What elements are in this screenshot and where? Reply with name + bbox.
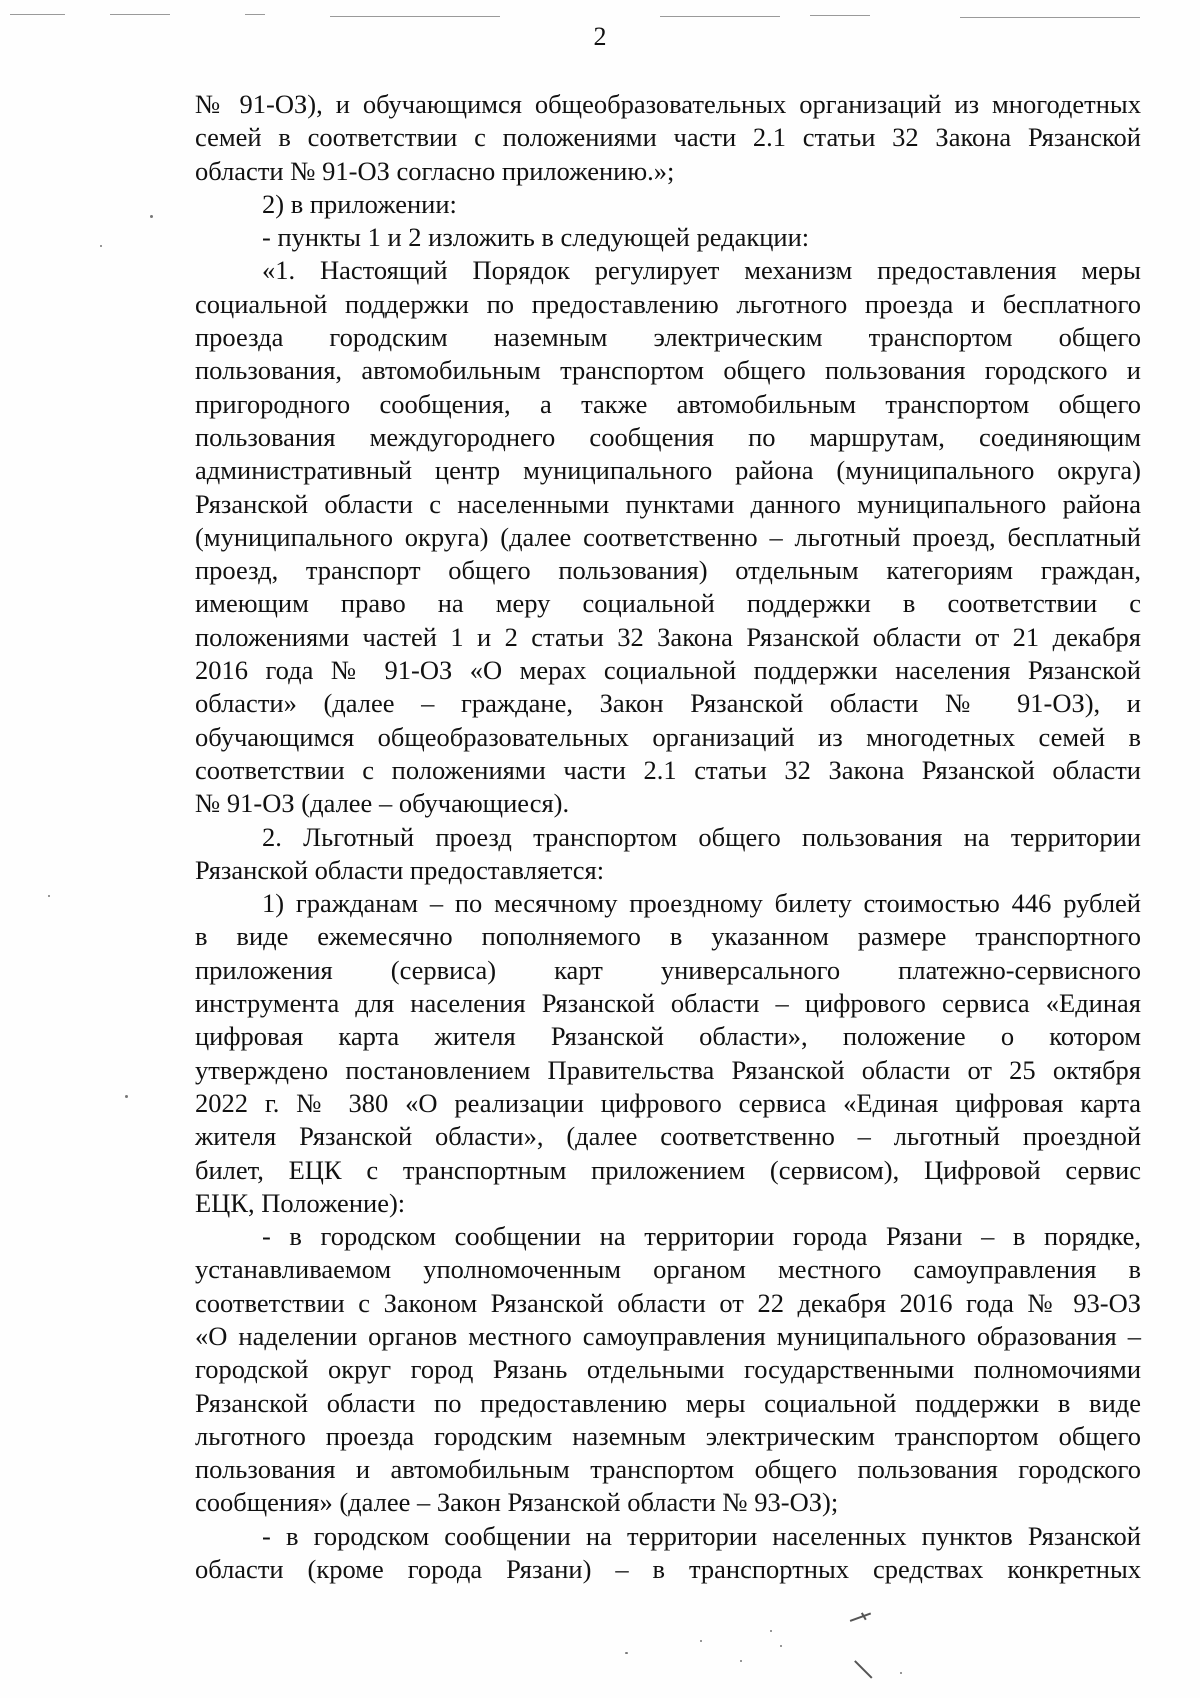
scan-stroke	[854, 1660, 872, 1678]
text-line: пользования и автомобильным транспортом общего пользования городского	[195, 1454, 1141, 1485]
scan-speck	[150, 215, 153, 218]
paragraph	[195, 1220, 1141, 1520]
text-line: цифровая карта жителя Рязанской области», положение о котором	[195, 1021, 1141, 1052]
paragraph	[195, 887, 1141, 1220]
page-number: 2	[593, 22, 607, 51]
text-line: (муниципального округа) (далее соответственно – льготный проезд, бесплатный	[195, 521, 1141, 552]
scan-speck	[625, 1652, 628, 1654]
text-line: области № 91-ОЗ согласно приложению.»;	[195, 155, 675, 186]
text-line: ЕЦК, Положение):	[195, 1187, 406, 1218]
text-line: сообщения» (далее – Закон Рязанской области № 93-ОЗ);	[195, 1487, 839, 1518]
scan-speck	[48, 895, 50, 897]
paragraph	[195, 88, 1141, 188]
text-line: области (кроме города Рязани) – в транспортных средствах конкретных	[195, 1554, 1141, 1585]
text-line: Рязанской области по предоставлению меры социальной поддержки в виде	[195, 1387, 1141, 1418]
paragraph	[195, 221, 1141, 254]
scan-speck	[780, 1645, 782, 1647]
text-line: № 91-ОЗ (далее – обучающиеся).	[195, 788, 570, 819]
scan-stroke	[850, 1613, 871, 1622]
text-line: 2) в приложении:	[262, 188, 457, 219]
text-line: обучающимся общеобразовательных организаций из многодетных семей в	[195, 721, 1141, 752]
text-line: имеющим право на меру социальной поддержки в соответствии с	[195, 588, 1141, 619]
text-line: в виде ежемесячно пополняемого в указанном размере транспортного	[195, 921, 1141, 952]
text-line: приложения (сервиса) карт универсального платежно-сервисного	[195, 954, 1141, 985]
text-line: утверждено постановлением Правительства Рязанской области от 25 октября	[195, 1054, 1141, 1085]
text-line: жителя Рязанской области», (далее соответственно – льготный проездной	[195, 1121, 1141, 1152]
text-line: 1) гражданам – по месячному проездному билету стоимостью 446 рублей	[262, 888, 1141, 919]
scan-speck	[125, 1095, 128, 1098]
text-line: - в городском сообщении на территории города Рязани – в порядке,	[262, 1221, 1141, 1252]
text-line: «О наделении органов местного самоуправления муниципального образования –	[195, 1320, 1141, 1351]
text-line: соответствии с положениями части 2.1 статьи 32 Закона Рязанской области	[195, 754, 1141, 785]
scan-speck	[900, 1672, 902, 1674]
text-line: положениями частей 1 и 2 статьи 32 Закона Рязанской области от 21 декабря	[195, 621, 1141, 652]
text-line: инструмента для населения Рязанской области – цифрового сервиса «Единая	[195, 988, 1141, 1019]
text-line: области» (далее – граждане, Закон Рязанской области № 91-ОЗ), и	[195, 688, 1141, 719]
scan-speck	[100, 245, 102, 247]
text-line: проезд, транспорт общего пользования) отдельным категориям граждан,	[195, 555, 1141, 586]
text-line: 2. Льготный проезд транспортом общего пользования на территории	[262, 821, 1141, 852]
scan-speck	[700, 1640, 702, 1642]
text-line: билет, ЕЦК с транспортным приложением (сервисом), Цифровой сервис	[195, 1154, 1141, 1185]
text-line: Рязанской области предоставляется:	[195, 854, 605, 885]
text-line: пригородного сообщения, а также автомобильным транспортом общего	[195, 388, 1141, 419]
paragraph	[195, 821, 1141, 888]
text-line: социальной поддержки по предоставлению льготного проезда и бесплатного	[195, 288, 1141, 319]
text-line: семей в соответствии с положениями части 2.1 статьи 32 Закона Рязанской	[195, 122, 1141, 153]
text-line: 2016 года № 91-ОЗ «О мерах социальной поддержки населения Рязанской	[195, 655, 1141, 686]
paragraph	[195, 1520, 1141, 1587]
paragraph	[195, 188, 1141, 221]
text-line: проезда городским наземным электрическим транспортом общего	[195, 322, 1141, 353]
text-line: - в городском сообщении на территории населенных пунктов Рязанской	[262, 1520, 1141, 1551]
text-line: 2022 г. № 380 «О реализации цифрового сервиса «Единая цифровая карта	[195, 1087, 1141, 1118]
text-line: Рязанской области с населенными пунктами данного муниципального района	[195, 488, 1141, 519]
scan-speck	[740, 1660, 742, 1662]
scan-speck	[770, 1630, 772, 1632]
text-line: «1. Настоящий Порядок регулирует механизм предоставления меры	[262, 255, 1141, 286]
paragraph	[195, 254, 1141, 820]
text-line: городской округ город Рязань отдельными государственными полномочиями	[195, 1354, 1141, 1385]
text-line: соответствии с Законом Рязанской области от 22 декабря 2016 года № 93-ОЗ	[195, 1287, 1141, 1318]
scan-header-artifacts	[0, 14, 1200, 22]
text-line: устанавливаемом уполномоченным органом местного самоуправления в	[195, 1254, 1141, 1285]
text-line: льготного проезда городским наземным электрическим транспортом общего	[195, 1420, 1141, 1451]
text-line: - пункты 1 и 2 изложить в следующей редакции:	[262, 222, 810, 253]
document-body	[195, 88, 1141, 1586]
text-line: № 91-ОЗ), и обучающимся общеобразовательных организаций из многодетных	[195, 89, 1141, 119]
text-line: пользования, автомобильным транспортом общего пользования городского и	[195, 355, 1141, 386]
text-line: пользования междугороднего сообщения по маршрутам, соединяющим	[195, 421, 1141, 452]
text-line: административный центр муниципального района (муниципального округа)	[195, 455, 1141, 486]
